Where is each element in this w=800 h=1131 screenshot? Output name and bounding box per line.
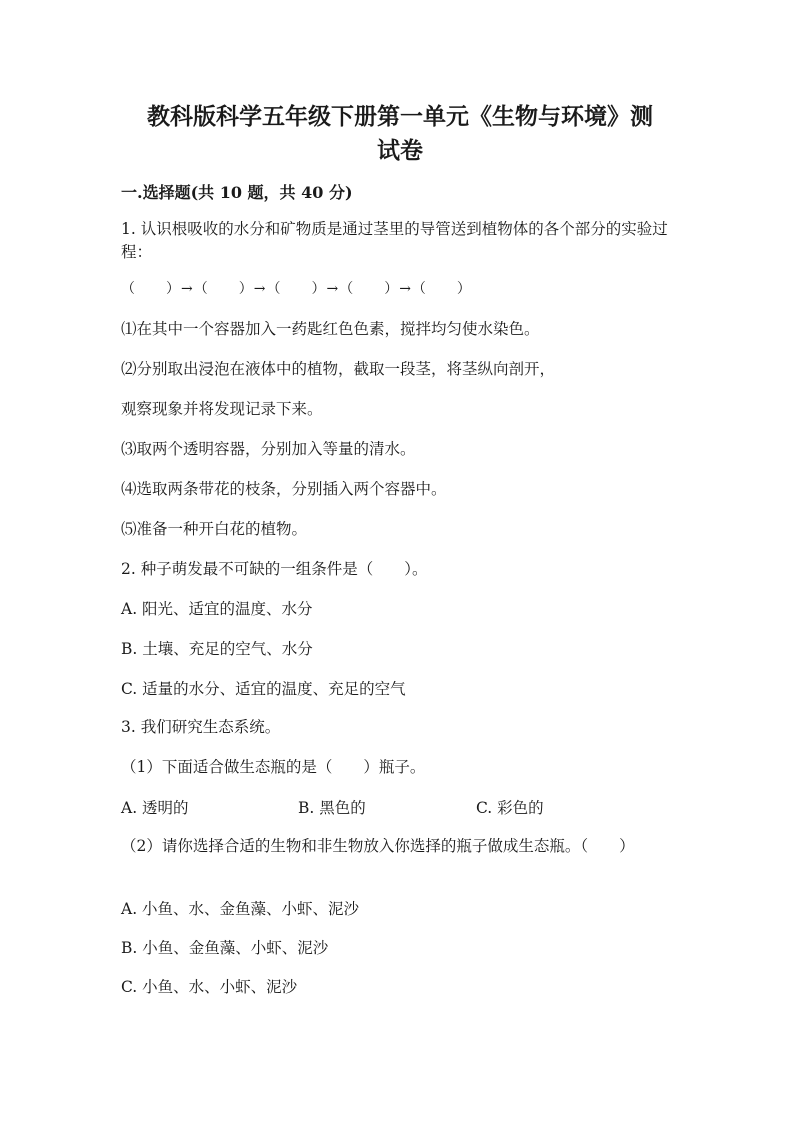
question-2-option-c: C. 适量的水分、适宜的温度、充足的空气 [121, 680, 406, 698]
question-3-sub-2-option-a: A. 小鱼、水、金鱼藻、小虾、泥沙 [121, 900, 360, 918]
question-3-sub-1-option-b: B. 黑色的 [298, 799, 366, 817]
question-2-option-a: A. 阳光、适宜的温度、水分 [121, 600, 313, 618]
title-line-1: 教科版科学五年级下册第一单元《生物与环境》测 [147, 103, 653, 130]
question-1-sequence: （ ）→（ ）→（ ）→（ ）→（ ） [121, 281, 472, 297]
question-1-step-2: ⑵分别取出浸泡在液体中的植物，截取一段茎，将茎纵向剖开， [121, 360, 556, 378]
question-2-option-b: B. 土壤、充足的空气、水分 [121, 640, 313, 658]
page-title [100, 100, 700, 168]
question-3-sub-1-option-a: A. 透明的 [121, 799, 189, 817]
question-3-sub-2-option-b: B. 小鱼、金鱼藻、小虾、泥沙 [121, 939, 329, 957]
question-2-stem: 2. 种子萌发最不可缺的一组条件是（ ）。 [121, 560, 428, 578]
question-1-step-4: ⑷选取两条带花的枝条，分别插入两个容器中。 [121, 480, 447, 498]
question-1-step-5: ⑸准备一种开白花的植物。 [121, 520, 308, 538]
question-3-sub-2: （2）请你选择合适的生物和非生物放入你选择的瓶子做成生态瓶。（ ） [121, 837, 635, 855]
section-header: 一.选择题(共 10 题，共 40 分) [121, 183, 353, 202]
question-1-step-3: ⑶取两个透明容器，分别加入等量的清水。 [121, 440, 416, 458]
question-3-stem: 3. 我们研究生态系统。 [121, 718, 281, 736]
question-3-sub-1: （1）下面适合做生态瓶的是（ ）瓶子。 [121, 758, 426, 776]
title-line-2: 试卷 [377, 137, 423, 164]
question-1-step-1: ⑴在其中一个容器加入一药匙红色色素，搅拌均匀使水染色。 [121, 320, 540, 338]
question-1-stem: 1. 认识根吸收的水分和矿物质是通过茎里的导管送到植物体的各个部分的实验过程： [121, 220, 668, 261]
question-1-step-2-cont: 观察现象并将发现记录下来。 [121, 400, 323, 418]
question-3-sub-1-option-c: C. 彩色的 [476, 799, 544, 817]
question-3-sub-2-option-c: C. 小鱼、水、小虾、泥沙 [121, 978, 298, 996]
